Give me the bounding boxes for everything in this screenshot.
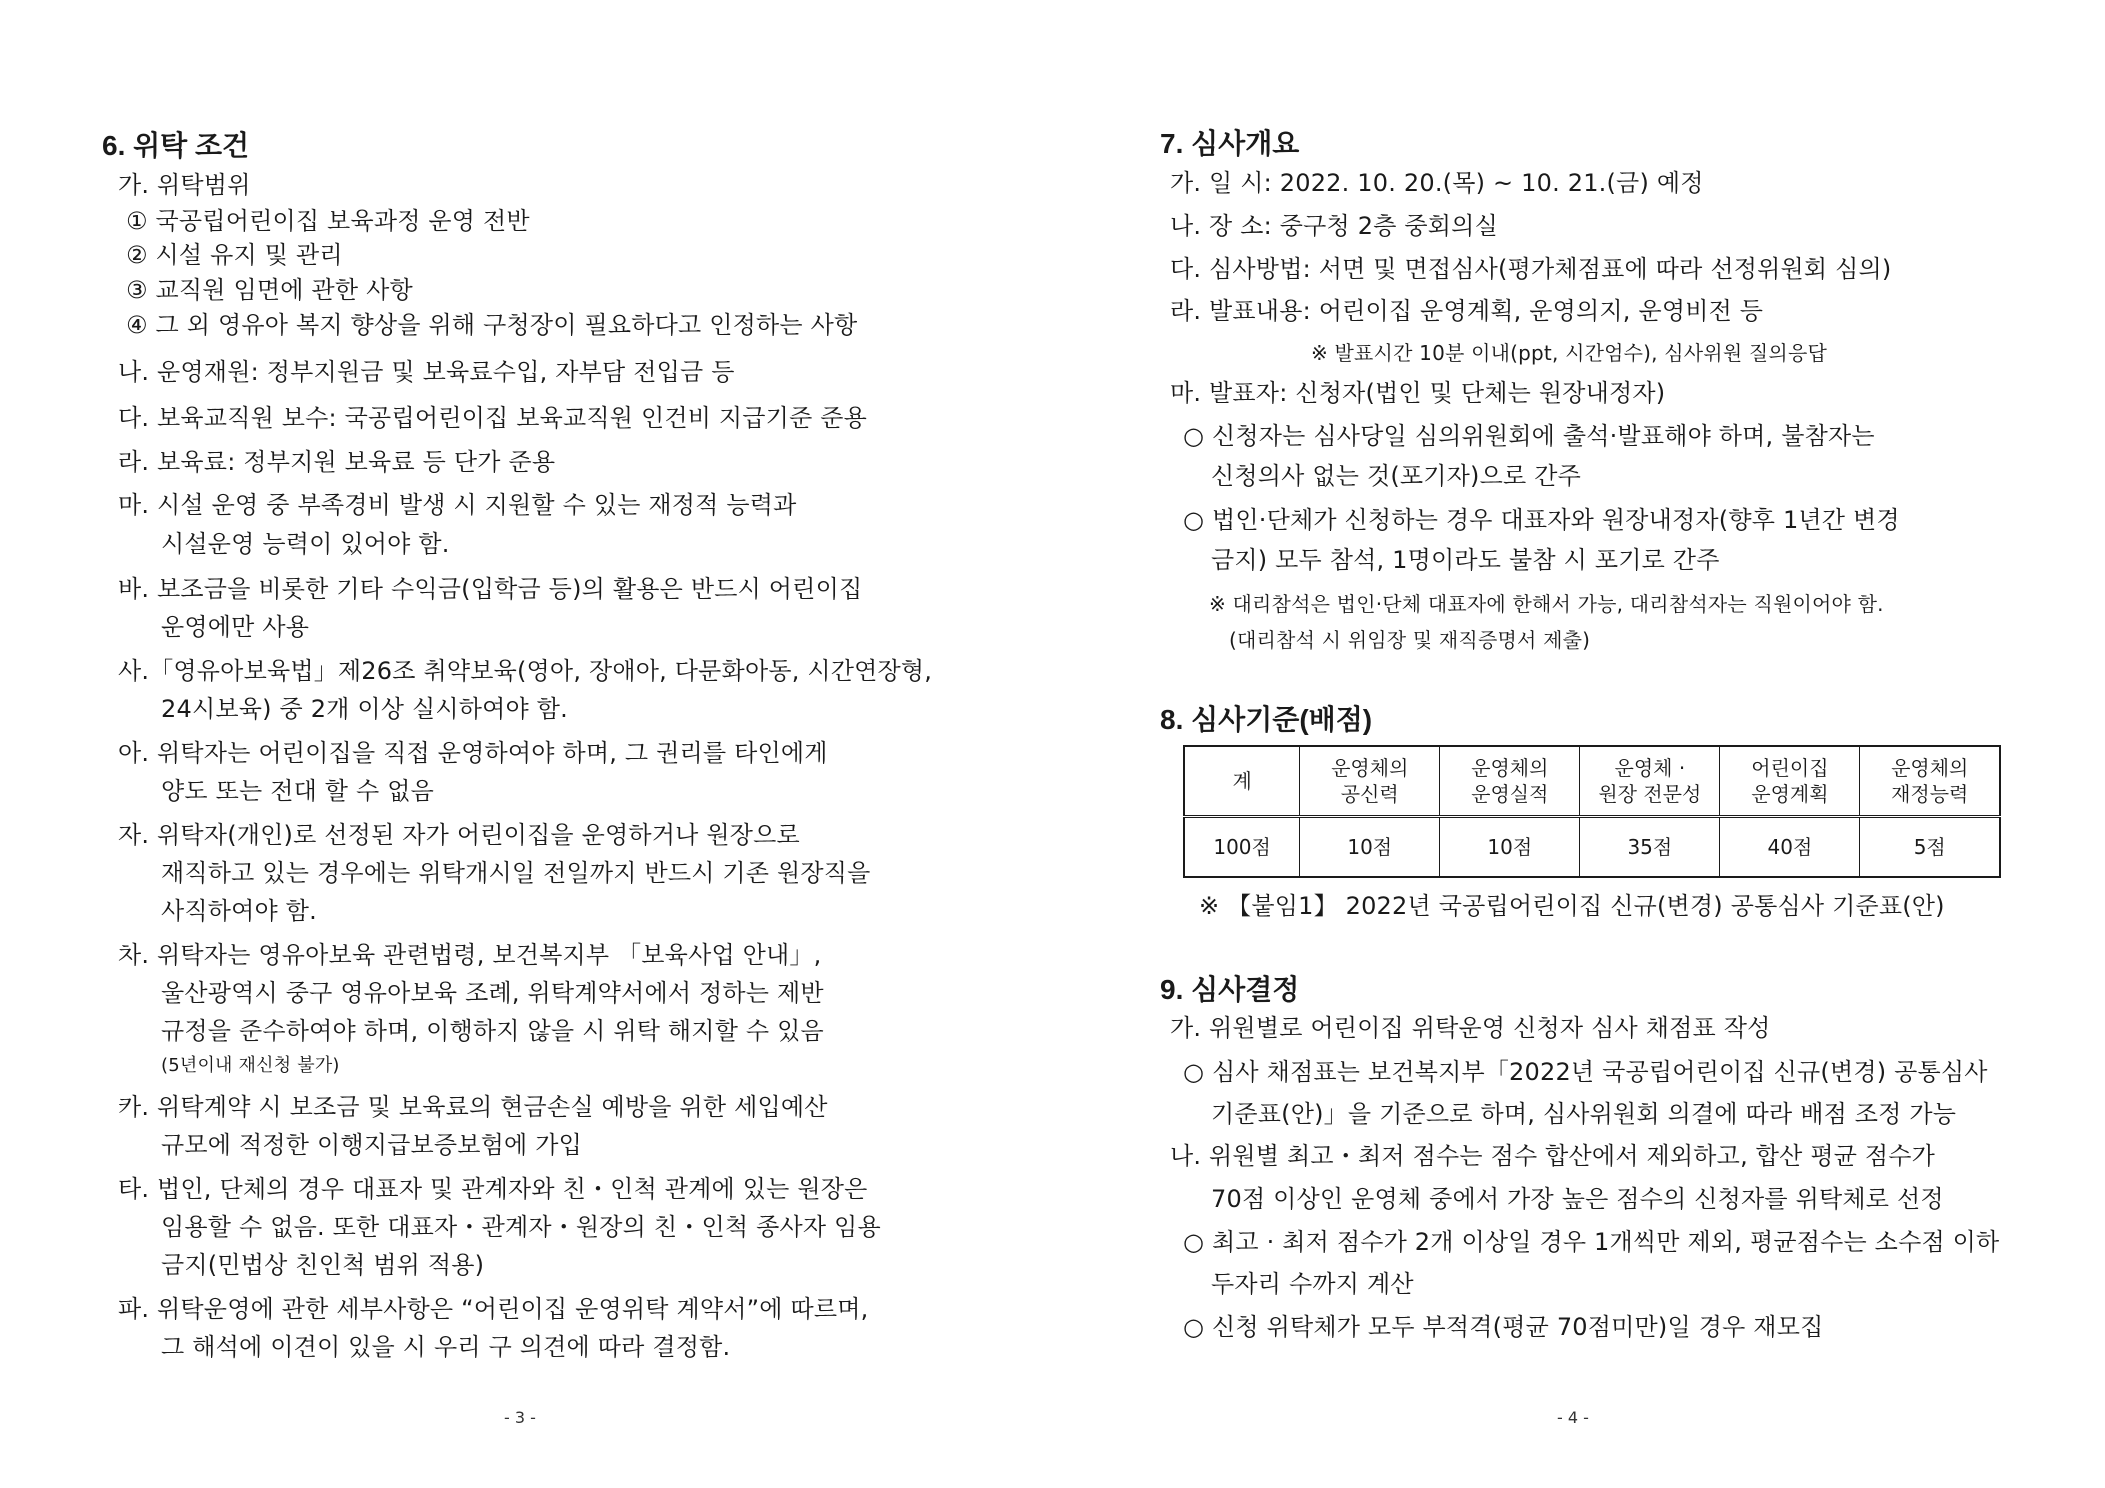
text-line: 카. 위탁계약 시 보조금 및 보육료의 현금손실 예방을 위한 세입예산	[118, 1093, 828, 1121]
text-line: 다. 보육교직원 보수: 국공립어린이집 보육교직원 인건비 지급기준 준용	[118, 404, 868, 432]
text-line: 나. 운영재원: 정부지원금 및 보육료수입, 자부담 전입금 등	[118, 358, 735, 386]
text-line: 운영에만 사용	[161, 613, 310, 641]
text-line: ④ 그 외 영유아 복지 향상을 위해 구청장이 필요하다고 인정하는 사항	[126, 311, 858, 339]
text-line: ○ 법인·단체가 신청하는 경우 대표자와 원장내정자(향후 1년간 변경	[1183, 506, 1900, 534]
table-cell: 100점	[1184, 817, 1300, 878]
text-line: 그 해석에 이견이 있을 시 우리 구 의견에 따라 결정함.	[161, 1333, 731, 1361]
text-line: 아. 위탁자는 어린이집을 직접 운영하여야 하며, 그 권리를 타인에게	[118, 739, 828, 767]
section-7-heading: 7. 심사개요	[1160, 128, 1300, 159]
text-line: 라. 발표내용: 어린이집 운영계획, 운영의지, 운영비전 등	[1170, 297, 1764, 325]
table-header-cell: 어린이집 운영계획	[1720, 746, 1860, 817]
text-line: ○ 최고 · 최저 점수가 2개 이상일 경우 1개씩만 제외, 평균점수는 소수점 이하	[1183, 1228, 2000, 1256]
table-cell: 35점	[1580, 817, 1720, 878]
text-line: 울산광역시 중구 영유아보육 조례, 위탁계약서에서 정하는 제반	[161, 979, 824, 1007]
text-line: 마. 발표자: 신청자(법인 및 단체는 원장내정자)	[1170, 379, 1666, 407]
table-header-cell: 계	[1184, 746, 1300, 817]
text-line: 규모에 적정한 이행지급보증보험에 가입	[161, 1131, 583, 1159]
table-cell: 10점	[1300, 817, 1440, 878]
text-line: 24시보육) 중 2개 이상 실시하여야 함.	[161, 695, 568, 723]
text-line: 기준표(안)」을 기준으로 하며, 심사위원회 의결에 따라 배점 조정 가능	[1211, 1100, 1957, 1128]
section-6-heading: 6. 위탁 조건	[102, 130, 250, 161]
text-line: 바. 보조금을 비롯한 기타 수익금(입학금 등)의 활용은 반드시 어린이집	[118, 575, 863, 603]
text-line: (대리참석 시 위임장 및 재직증명서 제출)	[1229, 628, 1591, 652]
section-9-heading: 9. 심사결정	[1160, 974, 1300, 1005]
text-line: 두자리 수까지 계산	[1211, 1270, 1414, 1298]
text-line: 신청의사 없는 것(포기자)으로 간주	[1211, 462, 1581, 490]
page-number: - 4 -	[1557, 1408, 1589, 1427]
text-line: 금지(민법상 친인척 범위 적용)	[161, 1251, 485, 1279]
text-line: ○ 신청자는 심사당일 심의위원회에 출석·발표해야 하며, 불참자는	[1183, 422, 1875, 450]
page-number: - 3 -	[504, 1408, 536, 1427]
text-line: 파. 위탁운영에 관한 세부사항은 “어린이집 운영위탁 계약서”에 따르며,	[118, 1295, 869, 1323]
text-line: ○ 심사 채점표는 보건복지부「2022년 국공립어린이집 신규(변경) 공통심사	[1183, 1058, 1988, 1086]
table-header-row	[1184, 746, 2000, 817]
text-line: 임용할 수 없음. 또한 대표자・관계자・원장의 친・인척 종사자 임용	[161, 1213, 881, 1241]
text-line: 마. 시설 운영 중 부족경비 발생 시 지원할 수 있는 재정적 능력과	[118, 491, 797, 519]
text-line: 사.「영유아보육법」제26조 취약보육(영아, 장애아, 다문화아동, 시간연장형,	[118, 657, 933, 685]
text-line: 양도 또는 전대 할 수 없음	[161, 777, 434, 805]
table-header-cell: 운영체의 공신력	[1300, 746, 1440, 817]
text-line: 규정을 준수하여야 하며, 이행하지 않을 시 위탁 해지할 수 있음	[161, 1017, 824, 1045]
text-line: ※ 발표시간 10분 이내(ppt, 시간엄수), 심사위원 질의응답	[1311, 341, 1827, 365]
table-note: ※ 【붙임1】 2022년 국공립어린이집 신규(변경) 공통심사 기준표(안)	[1199, 892, 1945, 920]
table-cell: 40점	[1720, 817, 1860, 878]
text-line: 사직하여야 함.	[161, 897, 317, 925]
table-header-cell: 운영체의 재정능력	[1860, 746, 2000, 817]
text-line: 나. 위원별 최고・최저 점수는 점수 합산에서 제외하고, 합산 평균 점수가	[1170, 1142, 1936, 1170]
text-line: ② 시설 유지 및 관리	[126, 241, 343, 269]
text-line: ※ 대리참석은 법인·단체 대표자에 한해서 가능, 대리참석자는 직원이어야 함.	[1209, 592, 1884, 616]
text-line: 라. 보육료: 정부지원 보육료 등 단가 준용	[118, 448, 556, 476]
section-8-heading: 8. 심사기준(배점)	[1160, 704, 1373, 735]
text-line: (5년이내 재신청 불가)	[161, 1055, 340, 1076]
right-page	[1053, 0, 2105, 1488]
left-page	[0, 0, 1052, 1488]
text-line: 가. 위탁범위	[118, 171, 251, 199]
text-line: ① 국공립어린이집 보육과정 운영 전반	[126, 207, 530, 235]
table-header-cell: 운영체의 운영실적	[1440, 746, 1580, 817]
text-line: 가. 일 시: 2022. 10. 20.(목) ~ 10. 21.(금) 예정	[1170, 169, 1704, 197]
text-line: ③ 교직원 임면에 관한 사항	[126, 276, 413, 304]
score-table	[1183, 745, 2001, 878]
text-line: 70점 이상인 운영체 중에서 가장 높은 점수의 신청자를 위탁체로 선정	[1211, 1185, 1944, 1213]
table-row	[1184, 817, 2000, 878]
table-cell: 10점	[1440, 817, 1580, 878]
text-line: 금지) 모두 참석, 1명이라도 불참 시 포기로 간주	[1211, 546, 1720, 574]
table-cell: 5점	[1860, 817, 2000, 878]
text-line: 타. 법인, 단체의 경우 대표자 및 관계자와 친・인척 관계에 있는 원장은	[118, 1175, 868, 1203]
text-line: ○ 신청 위탁체가 모두 부적격(평균 70점미만)일 경우 재모집	[1183, 1313, 1824, 1341]
text-line: 재직하고 있는 경우에는 위탁개시일 전일까지 반드시 기존 원장직을	[161, 859, 871, 887]
text-line: 가. 위원별로 어린이집 위탁운영 신청자 심사 채점표 작성	[1170, 1014, 1771, 1042]
text-line: 자. 위탁자(개인)로 선정된 자가 어린이집을 운영하거나 원장으로	[118, 821, 800, 849]
table-header-cell: 운영체 · 원장 전문성	[1580, 746, 1720, 817]
text-line: 시설운영 능력이 있어야 함.	[161, 530, 450, 558]
text-line: 차. 위탁자는 영유아보육 관련법령, 보건복지부 「보육사업 안내」,	[118, 941, 822, 969]
text-line: 다. 심사방법: 서면 및 면접심사(평가체점표에 따라 선정위원회 심의)	[1170, 255, 1892, 283]
text-line: 나. 장 소: 중구청 2층 중회의실	[1170, 212, 1498, 240]
